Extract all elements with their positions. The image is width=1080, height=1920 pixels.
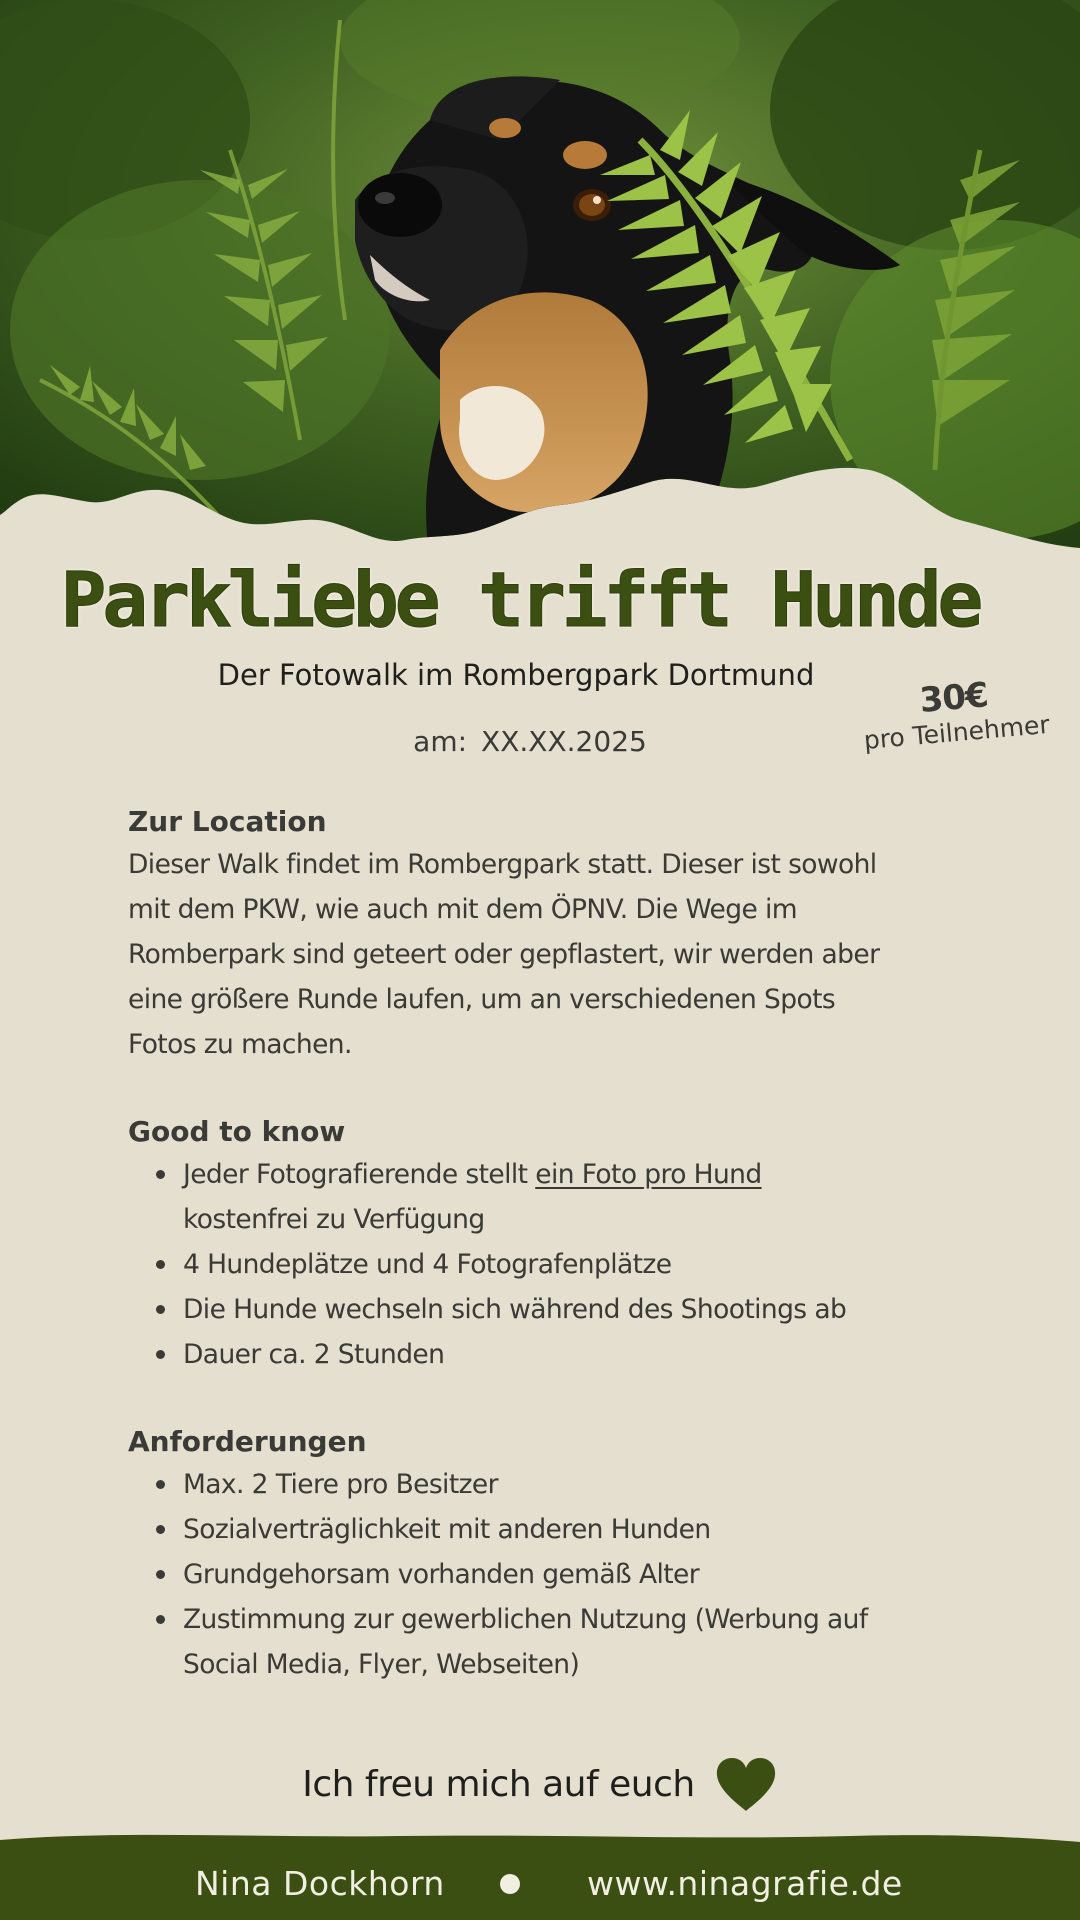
item-text: kostenfrei zu Verfügung [183, 1204, 485, 1235]
text-line: Dieser Walk findet im Rombergpark statt. Dieser ist sowohl [128, 849, 877, 880]
item-emphasis: ein Foto pro Hund [535, 1159, 762, 1190]
date-label: am: [413, 725, 468, 758]
list-item: Sozialverträglichkeit mit anderen Hunden [128, 1507, 958, 1552]
section-requirements [128, 1422, 958, 1687]
text-line: Fotos zu machen. [128, 1029, 352, 1060]
item-text: Jeder Fotografierende stellt [183, 1159, 536, 1190]
price-amount: 30€ [918, 675, 990, 721]
closing-text: Ich freu mich auf euch [302, 1764, 695, 1805]
price-unit: pro Teilnehmer [862, 709, 1051, 755]
author-name: Nina Dockhorn [195, 1864, 445, 1903]
good-to-know-list [128, 1152, 958, 1377]
item-text: Social Media, Flyer, Webseiten) [183, 1649, 580, 1680]
text-line: Romberpark sind geteert oder gepflastert, wir werden aber [128, 939, 880, 970]
list-item: Grundgehorsam vorhanden gemäß Alter [128, 1552, 958, 1597]
page-subtitle: Der Fotowalk im Rombergpark Dortmund [217, 658, 815, 692]
section-good-to-know [128, 1112, 958, 1377]
location-text [128, 842, 958, 1067]
section-location [128, 802, 958, 1067]
section-heading: Anforderungen [128, 1425, 367, 1458]
closing-line [0, 1755, 1080, 1815]
text-line: eine größere Runde laufen, um an verschiedenen Spots [128, 984, 836, 1015]
item-text: Zustimmung zur gewerblichen Nutzung (Werbung auf [183, 1604, 868, 1635]
list-item: Max. 2 Tiere pro Besitzer [128, 1462, 958, 1507]
date-value: XX.XX.2025 [481, 725, 647, 758]
content [128, 802, 958, 1687]
text-line: mit dem PKW, wie auch mit dem ÖPNV. Die Wege im [128, 894, 797, 925]
section-heading: Zur Location [128, 805, 327, 838]
requirements-list [128, 1462, 958, 1687]
section-heading: Good to know [128, 1115, 346, 1148]
hero-photo [0, 0, 1080, 560]
website-link[interactable]: www.ninagrafie.de [587, 1864, 903, 1903]
heart-icon [714, 1757, 778, 1813]
list-item: Die Hunde wechseln sich während des Shootings ab [128, 1287, 958, 1332]
list-item [128, 1597, 958, 1687]
list-item [128, 1152, 958, 1242]
separator-dot [500, 1874, 520, 1894]
list-item: 4 Hundeplätze und 4 Fotografenplätze [128, 1242, 958, 1287]
footer [0, 1832, 1080, 1920]
list-item: Dauer ca. 2 Stunden [128, 1332, 958, 1377]
page-title: Parkliebe trifft Hunde [60, 555, 980, 644]
footer-row [0, 1856, 1080, 1912]
